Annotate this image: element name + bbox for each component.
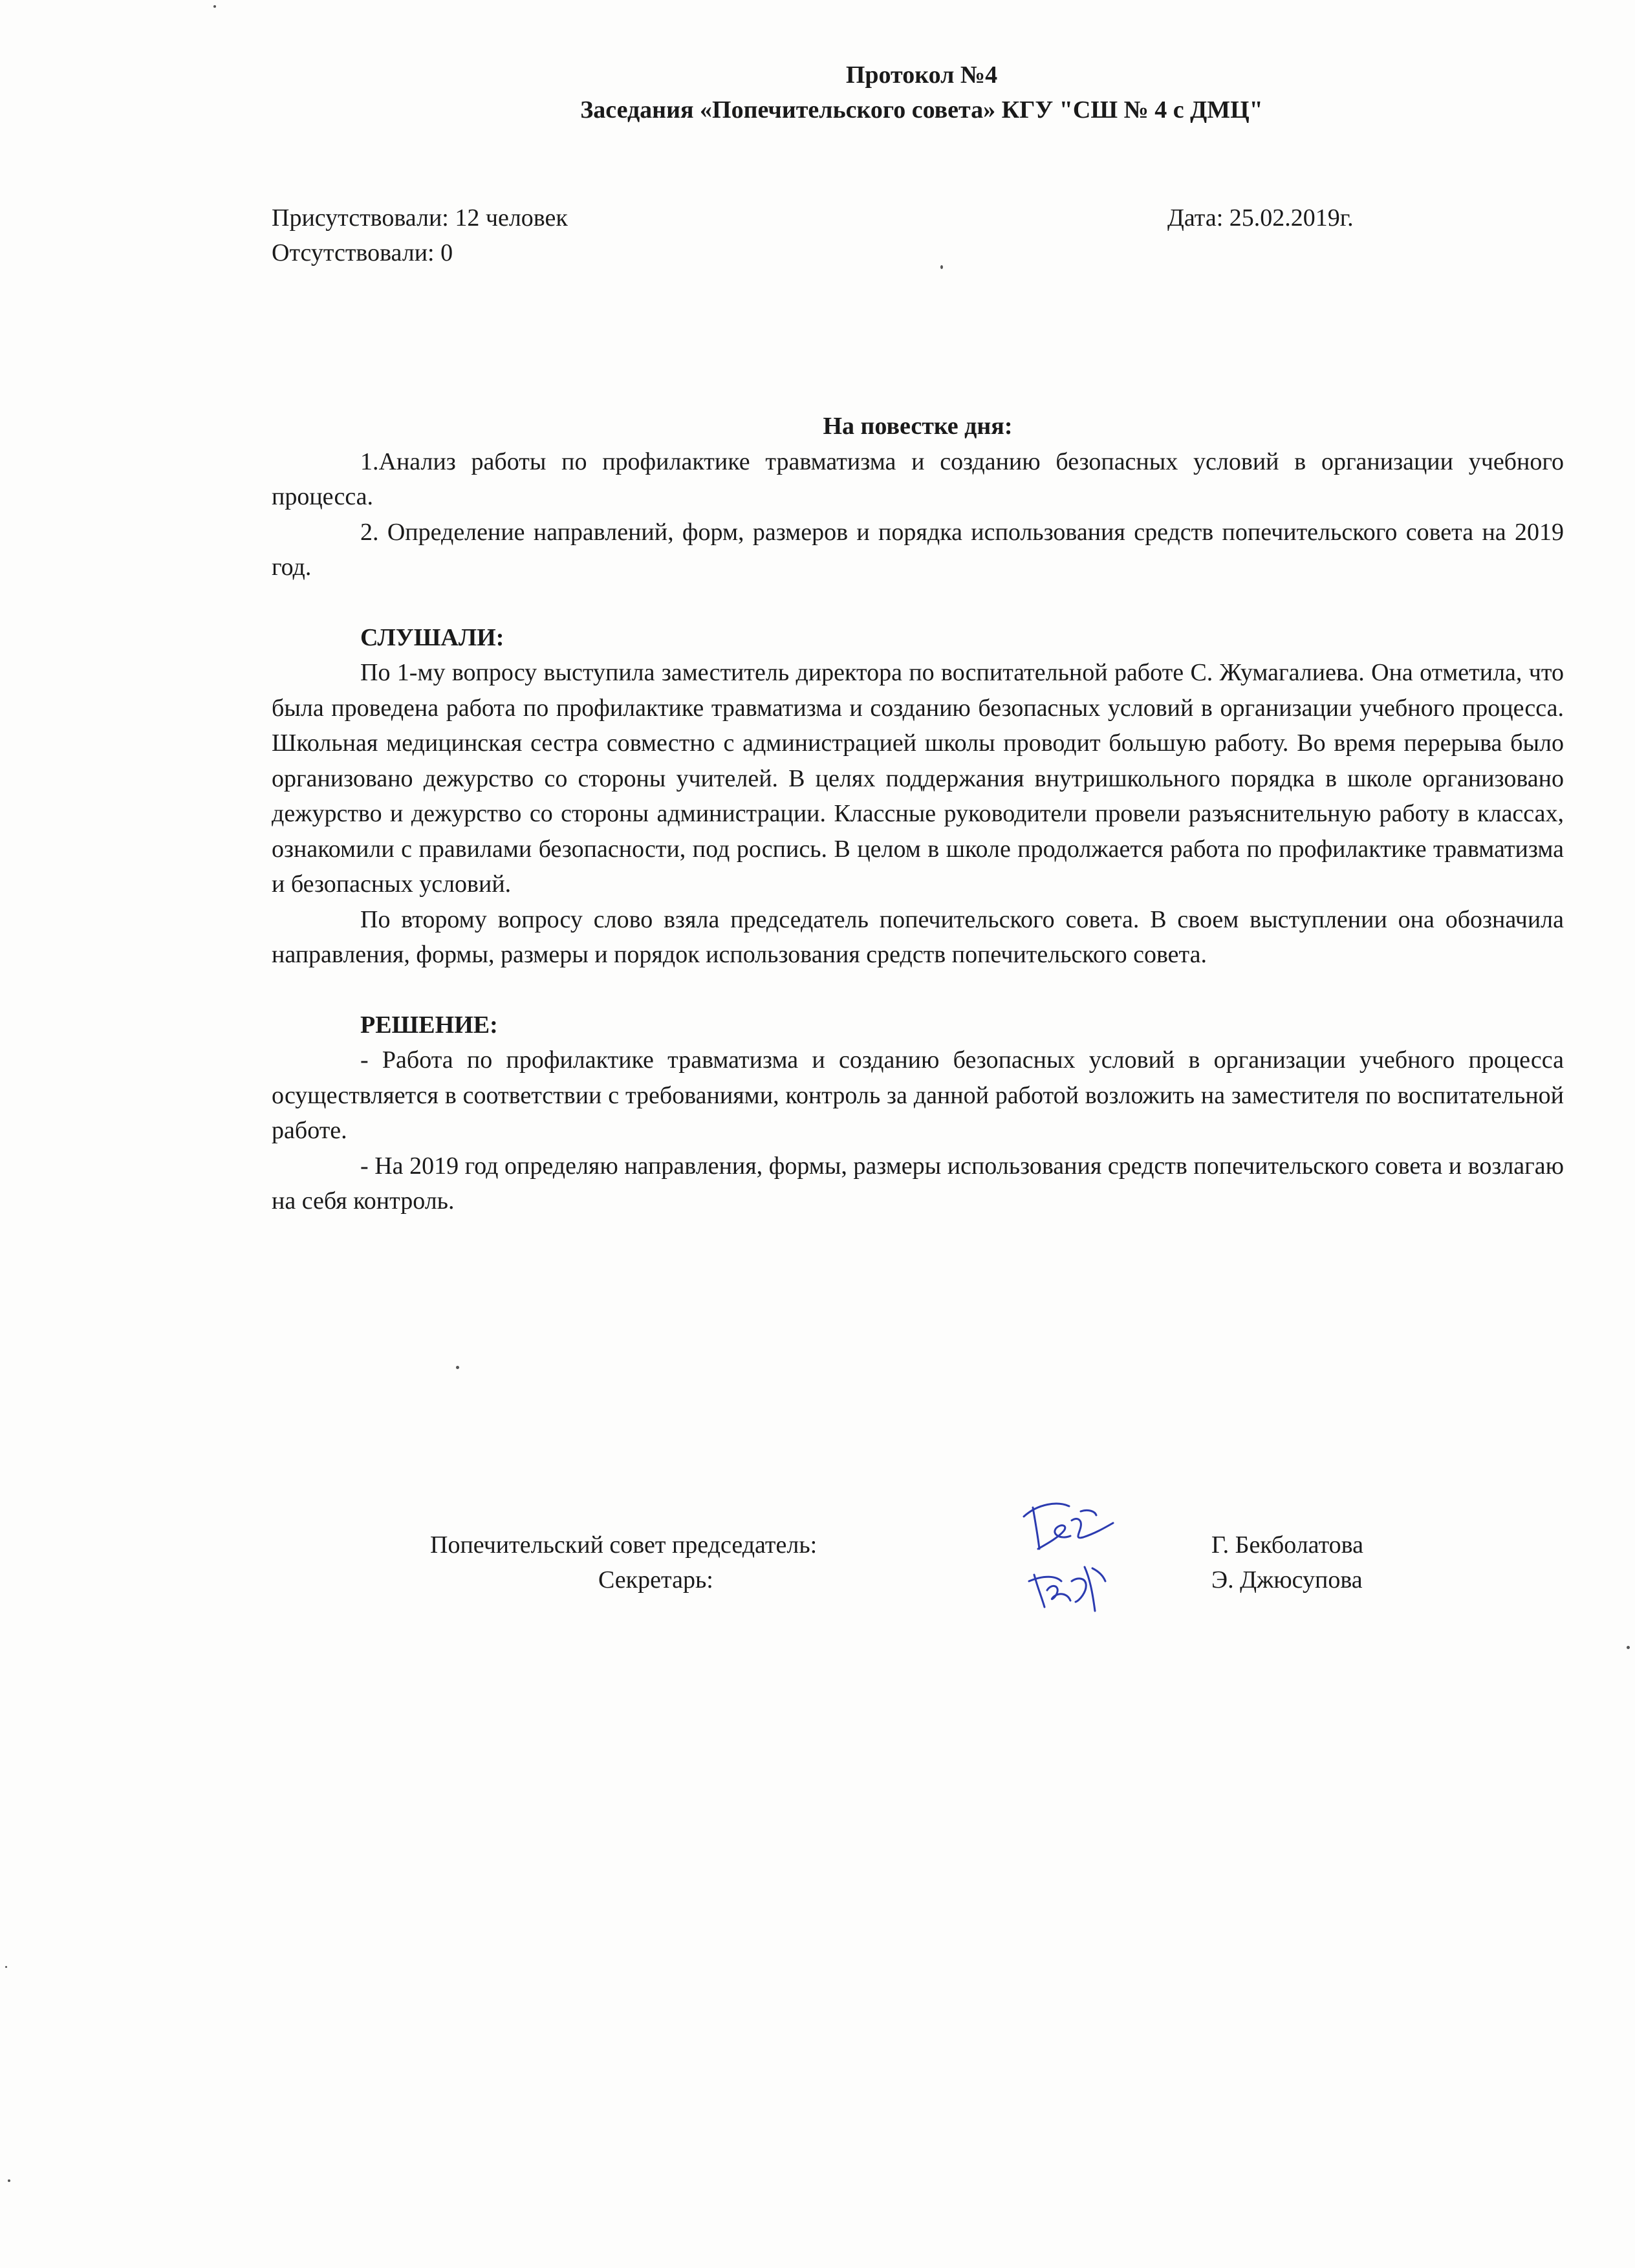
scan-speck — [1627, 1646, 1630, 1649]
decision-paragraph: - Работа по профилактике травматизма и созданию безопасных условий в организации учебного процесса осуществляется в соответствии с требованиями, контроль за данной работой возложить на заместителя по воспитательной работе. — [272, 1046, 1564, 1144]
heard-heading: СЛУШАЛИ: — [360, 623, 504, 651]
agenda-item: 1.Анализ работы по профилактике травматизма и созданию безопасных условий в организации учебного процесса. — [272, 448, 1564, 510]
scan-speck — [8, 2179, 10, 2182]
secretary-name: Э. Джюсупова — [1211, 1566, 1363, 1593]
document-subtitle: Заседания «Попечительского совета» КГУ "СШ № 4 с ДМЦ" — [580, 96, 1263, 124]
scan-speck — [213, 5, 216, 8]
decision-heading: РЕШЕНИЕ: — [360, 1011, 498, 1039]
secretary-role-label: Секретарь: — [598, 1566, 713, 1593]
meeting-date: Дата: 25.02.2019г. — [1167, 204, 1354, 232]
chair-name: Г. Бекболатова — [1211, 1531, 1363, 1559]
document-body — [272, 409, 1564, 1219]
document-title: Протокол №4 — [845, 61, 998, 89]
decision-paragraph: - На 2019 год определяю направления, формы, размеры использования средств попечительского совета и возлагаю на себя контроль. — [272, 1152, 1564, 1215]
scan-speck — [456, 1366, 459, 1369]
agenda-heading: На повестке дня: — [823, 413, 1013, 440]
chair-role-label: Попечительский совет председатель: — [430, 1531, 817, 1559]
heard-paragraph: По второму вопросу слово взяла председатель попечительского совета. В своем выступлении она обозначила направления, формы, размеры и порядок использования средств попечительского совета. — [272, 905, 1564, 968]
heard-paragraph: По 1-му вопросу выступила заместитель директора по воспитательной работе С. Жумагалиева. Она отметила, что была проведена работа по профилактике травматизма и созданию безопасных условий в организации учебного процесса. Школьная медицинская сестра совместно с администрацией школы проводит большую работу. Во время перерыва было организовано дежурство со стороны учителей. В целях поддержания внутришкольного порядка в школе организовано дежурство и дежурство со стороны администрации. Классные руководители провели разъяснительную работу в классах, ознакомили с правилами безопасности, под роспись. В целом в школе продолжается работа по профилактике травматизма и безопасных условий. — [272, 659, 1564, 898]
scan-speck — [5, 1966, 7, 1968]
attendance-present: Присутствовали: 12 человек — [272, 204, 568, 232]
secretary-signature — [1025, 1555, 1109, 1617]
chair-signature — [1019, 1497, 1116, 1562]
scan-speck — [940, 265, 943, 269]
attendance-absent: Отсутствовали: 0 — [272, 239, 453, 266]
agenda-item: 2. Определение направлений, форм, размеров и порядка использования средств попечительского совета на 2019 год. — [272, 518, 1564, 581]
